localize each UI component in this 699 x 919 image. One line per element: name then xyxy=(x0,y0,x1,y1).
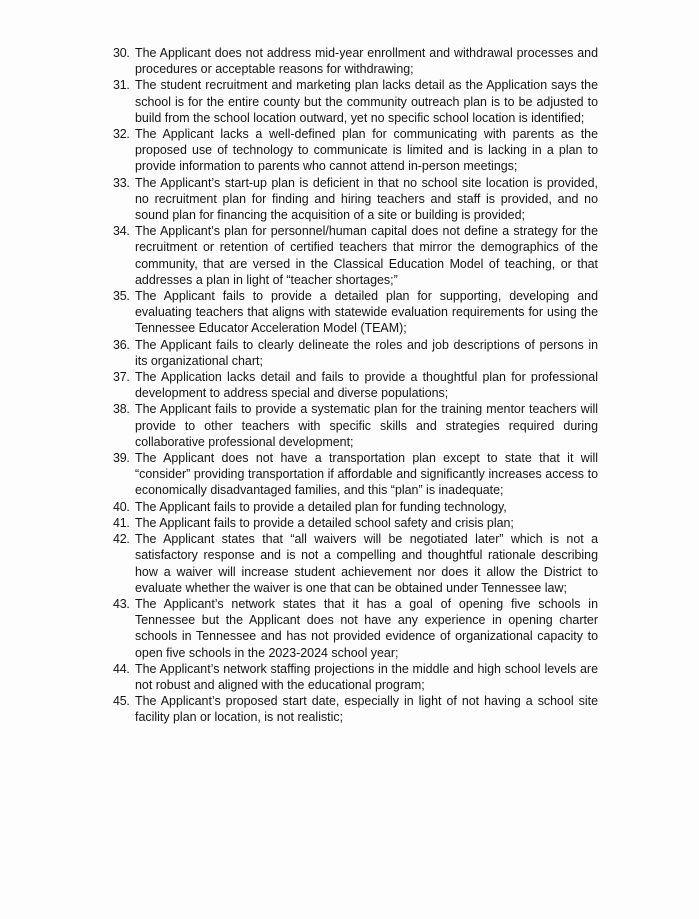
item-text: The Applicant fails to provide a detailed plan for supporting, developing and evaluating teachers that aligns with statewide evaluation requirements for using the Tennessee Educator Acceleration Model (TEAM); xyxy=(135,289,598,336)
list-item xyxy=(113,223,598,288)
item-text: The Applicant lacks a well-defined plan for communicating with parents as the proposed use of technology to communicate is limited and is lacking in a plan to provide information to parents who cannot attend in-person meetings; xyxy=(135,127,598,174)
list-item xyxy=(113,596,598,661)
item-number: 45. xyxy=(113,694,130,709)
list-item xyxy=(113,531,598,596)
list-item xyxy=(113,126,598,175)
item-text: The Applicant states that “all waivers will be negotiated later” which is not a satisfactory response and is not a compelling and thoughtful rationale describing how a waiver will increase student achievement nor does it allow the District to evaluate whether the waiver is one that can be obtained under Tennessee law; xyxy=(135,532,598,595)
item-text: The Applicant fails to provide a detailed school safety and crisis plan; xyxy=(135,515,514,530)
item-text: The Applicant’s network states that it has a goal of opening five schools in Tennessee but the Applicant does not have any experience in opening charter schools in Tennessee and has not provided evidence of organizational capacity to open five schools in the 2023-2024 school year; xyxy=(135,596,598,660)
item-number: 42. xyxy=(113,532,130,547)
list-item xyxy=(113,337,598,369)
item-number: 31. xyxy=(113,78,130,93)
list-item xyxy=(113,693,598,725)
item-number: 43. xyxy=(113,596,130,611)
item-text: The Applicant’s start-up plan is deficient in that no school site location is provided, no recruitment plan for finding and hiring teachers and staff is provided, and no sound plan for financing the acquisition of a site or building is provided; xyxy=(135,175,598,223)
item-text: The Applicant’s proposed start date, especially in light of not having a school site facility plan or location, is not realistic; xyxy=(135,694,598,725)
item-number: 36. xyxy=(113,337,130,352)
item-number: 39. xyxy=(113,451,130,466)
item-number: 35. xyxy=(113,289,130,304)
item-number: 33. xyxy=(113,175,130,190)
findings-list xyxy=(113,45,598,726)
item-number: 38. xyxy=(113,402,130,417)
item-text: The Applicant’s plan for personnel/human capital does not define a strategy for the recruitment or retention of certified teachers that mirror the demographics of the community, that are versed in the Classical Education Model of teaching, or that addresses a plan in light of “teacher shortages;” xyxy=(135,224,598,287)
list-item xyxy=(113,661,598,693)
list-item xyxy=(113,369,598,401)
item-number: 44. xyxy=(113,661,130,676)
item-text: The Applicant does not address mid-year enrollment and withdrawal processes and procedures or acceptable reasons for withdrawing; xyxy=(135,46,598,77)
item-text: The Applicant fails to clearly delineate the roles and job descriptions of persons in its organizational chart; xyxy=(135,337,598,368)
item-text: The student recruitment and marketing plan lacks detail as the Application says the school is for the entire county but the community outreach plan is to be adjusted to build from the school location outward, yet no specific school location is identified; xyxy=(135,78,598,125)
item-text: The Applicant fails to provide a systematic plan for the training mentor teachers will provide to other teachers with specific skills and strategies required during collaborative professional development; xyxy=(135,402,598,449)
list-item xyxy=(113,401,598,450)
list-item xyxy=(113,288,598,337)
item-number: 32. xyxy=(113,127,130,142)
item-text: The Applicant does not have a transportation plan except to state that it will “consider” providing transportation if affordable and significantly increases access to economically disadvantaged families, and this “plan” is inadequate; xyxy=(135,451,598,498)
item-number: 30. xyxy=(113,46,130,60)
item-text: The Applicant fails to provide a detailed plan for funding technology, xyxy=(135,499,507,514)
item-number: 40. xyxy=(113,499,130,514)
list-item xyxy=(113,450,598,499)
item-text: The Applicant’s network staffing projections in the middle and high school levels are not robust and aligned with the educational program; xyxy=(135,661,598,692)
item-number: 41. xyxy=(113,515,130,530)
list-item xyxy=(113,45,598,77)
item-number: 37. xyxy=(113,370,130,385)
list-item xyxy=(113,77,598,126)
list-item xyxy=(113,499,598,515)
item-number: 34. xyxy=(113,224,130,239)
item-text: The Application lacks detail and fails to provide a thoughtful plan for professional development to address special and diverse populations; xyxy=(135,370,598,401)
list-item xyxy=(113,515,598,531)
list-item xyxy=(113,175,598,224)
